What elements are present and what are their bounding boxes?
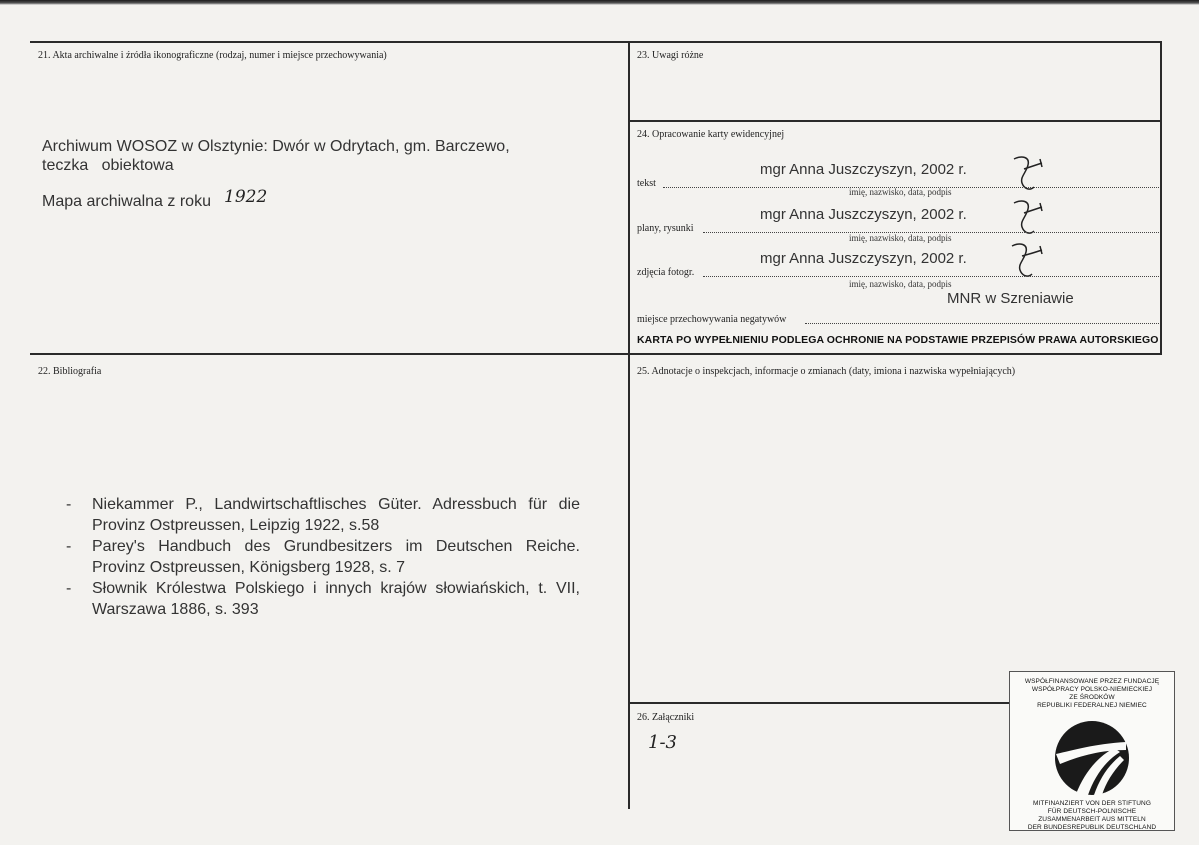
sponsor-line: REPUBLIKI FEDERALNEJ NIEMIEC (1037, 702, 1147, 709)
list-dash: - (66, 580, 72, 597)
grid-vertical-line (628, 41, 630, 809)
text-row-sub: imię, nazwisko, data, podpis (849, 187, 952, 197)
grid-right-border (1160, 41, 1162, 355)
sponsor-line: MITFINANZIERT VON DER STIFTUNG (1033, 800, 1151, 807)
sponsor-polish-text (1010, 678, 1174, 710)
section-26-label: 26. Załączniki (637, 712, 695, 723)
attachments-value: 1-3 (648, 732, 677, 753)
text-row-label: tekst (637, 178, 656, 189)
photos-author-value: mgr Anna Juszczyszyn, 2002 r. (760, 250, 967, 267)
bibliography-item (60, 494, 580, 536)
plans-row-sub: imię, nazwisko, data, podpis (849, 233, 952, 243)
sponsor-line: ZUSAMMENARBEIT AUS MITTELN (1038, 816, 1146, 823)
photos-row-label: zdjęcia fotogr. (637, 267, 695, 278)
plans-row-label: plany, rysunki (637, 223, 694, 234)
bibliography-item (60, 578, 580, 620)
negatives-label: miejsce przechowywania negatywów (637, 314, 787, 325)
section-24-label: 24. Opracowanie karty ewidencyjnej (637, 129, 785, 140)
bibliography-text: Niekammer P., Landwirtschaftlisches Güter. Adressbuch für die Provinz Ostpreussen, Leipzig 1922, s.58 (92, 496, 580, 534)
list-dash: - (66, 496, 72, 513)
sponsor-line: WSPÓŁPRACY POLSKO-NIEMIECKIEJ (1031, 686, 1153, 693)
section-21-label: 21. Akta archiwalne i źródła ikonograficzne (rodzaj, numer i miejsce przechowywania) (38, 50, 387, 61)
sponsor-line: FÜR DEUTSCH-POLNISCHE (1047, 808, 1137, 815)
archive-map-text: Mapa archiwalna z roku (42, 193, 211, 210)
grid-top-line (30, 41, 1161, 43)
section-23-label: 23. Uwagi różne (637, 50, 704, 61)
section-22-label: 22. Bibliografia (38, 366, 102, 377)
scan-top-edge (0, 0, 1199, 5)
sponsor-line: ZE ŚRODKÓW (1069, 694, 1115, 701)
archive-line-1: Archiwum WOSOZ w Olsztynie: Dwór w Odrytach, gm. Barczewo, (42, 138, 510, 155)
bibliography-item (60, 536, 580, 578)
signature-icon (1006, 153, 1052, 195)
bibliography-text: Słownik Królestwa Polskiego i innych krajów słowiańskich, t. VII, Warszawa 1886, s. 393 (92, 580, 580, 618)
sponsor-german-text (1010, 800, 1174, 832)
text-author-value: mgr Anna Juszczyszyn, 2002 r. (760, 161, 967, 178)
list-dash: - (66, 538, 72, 555)
sponsor-line: DER BUNDESREPUBLIK DEUTSCHLAND (1027, 824, 1157, 831)
road-circle-logo-icon (1054, 720, 1130, 796)
plans-author-value: mgr Anna Juszczyszyn, 2002 r. (760, 206, 967, 223)
archive-map-year: 1922 (224, 187, 268, 207)
bibliography-list (60, 494, 580, 620)
negatives-value: MNR w Szreniawie (947, 290, 1074, 307)
photos-row-sub: imię, nazwisko, data, podpis (849, 279, 952, 289)
bibliography-text: Parey's Handbuch des Grundbesitzers im Deutschen Reiche. Provinz Ostpreussen, Königsberg 1928, s. 7 (92, 538, 580, 576)
grid-middle-line (30, 353, 1161, 355)
sponsor-line: WSPÓŁFINANSOWANE PRZEZ FUNDACJĘ (1024, 678, 1160, 685)
photos-row-dots (703, 276, 1159, 277)
archive-line-2: teczka obiektowa (42, 157, 174, 174)
copyright-notice: KARTA PO WYPEŁNIENIU PODLEGA OCHRONIE NA PODSTAWIE PRZEPISÓW PRAWA AUTORSKIEGO (637, 334, 1159, 346)
negatives-dots (805, 323, 1159, 324)
section-25-label: 25. Adnotacje o inspekcjach, informacje o zmianach (daty, imiona i nazwiska wypełniających) (637, 366, 1016, 377)
grid-23-24-divider (629, 120, 1161, 122)
sponsor-box (1009, 671, 1175, 831)
